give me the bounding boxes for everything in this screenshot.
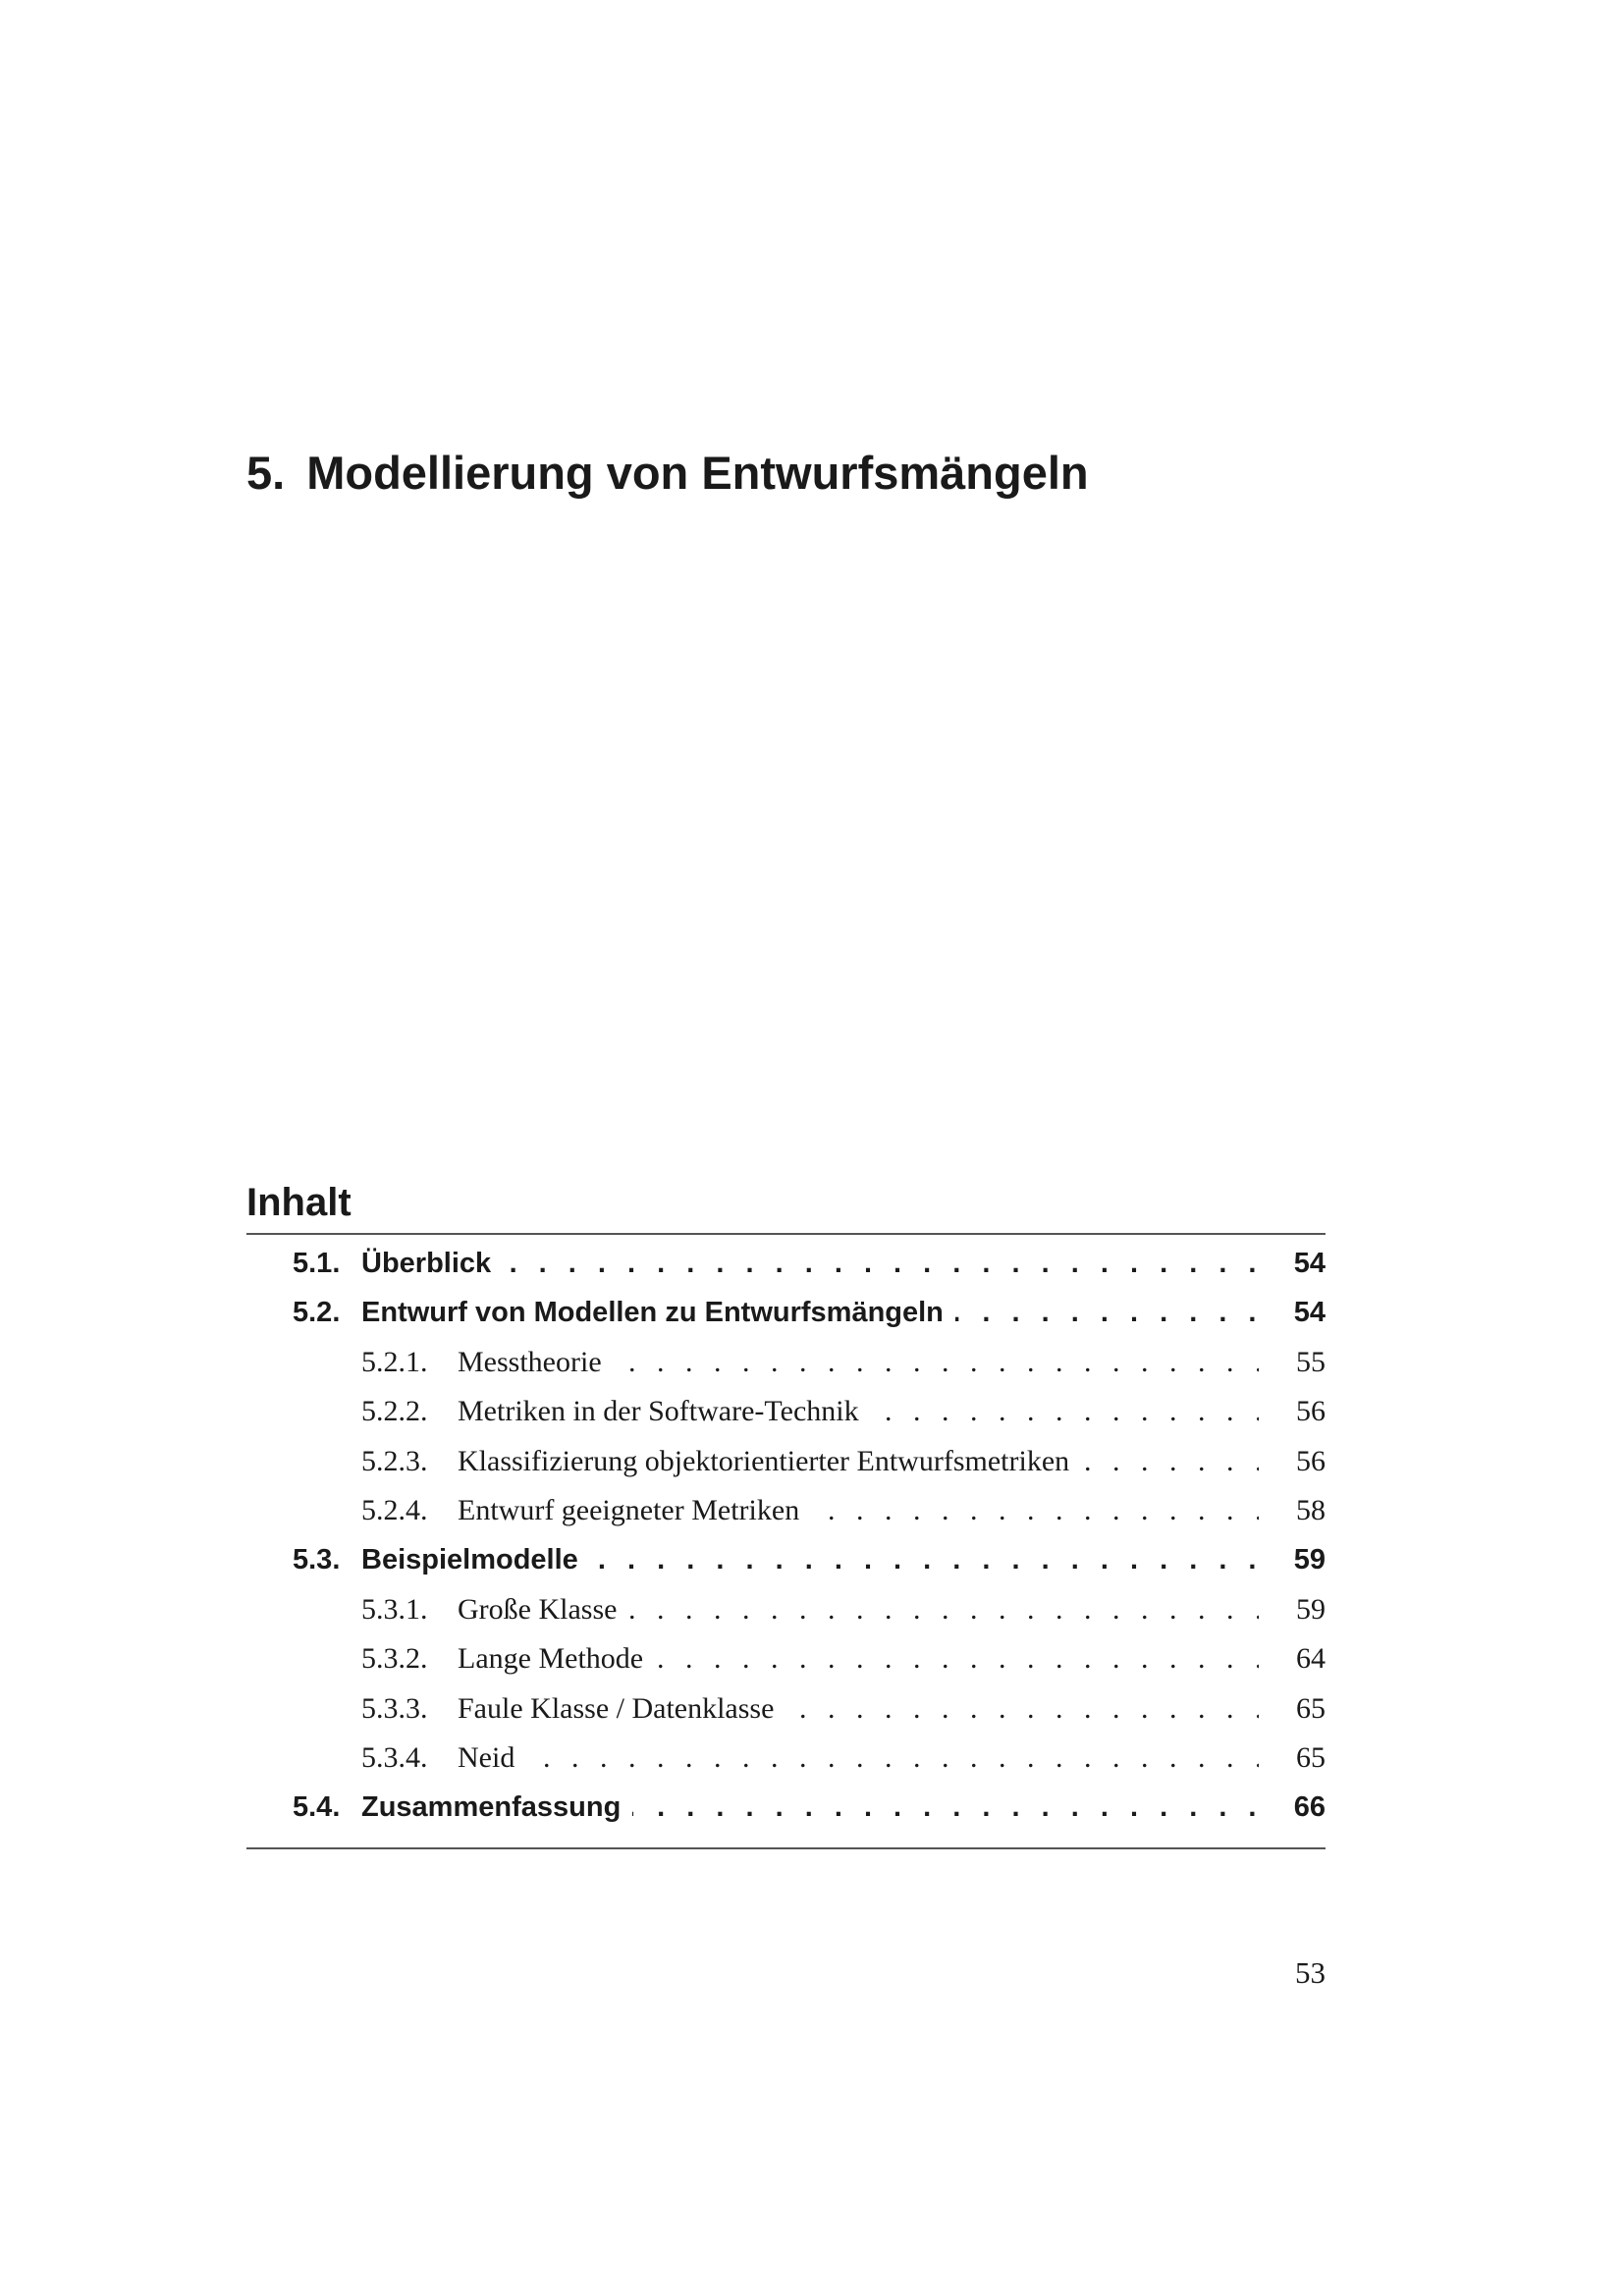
toc-entry-page: 56	[1286, 1387, 1326, 1436]
toc-entry-number: 5.4.	[293, 1791, 341, 1824]
toc-entry-title: Metriken in der Software-Technik	[458, 1387, 871, 1436]
toc-entry-page: 64	[1286, 1634, 1326, 1683]
toc-entry[interactable]	[246, 1437, 1326, 1486]
toc-entry-title: Neid	[458, 1734, 526, 1783]
toc-entry-number: 5.1.	[293, 1248, 341, 1279]
toc-entry-number: 5.3.3.	[361, 1691, 428, 1725]
toc-entry[interactable]	[246, 1535, 1326, 1584]
toc-entry-page: 56	[1286, 1437, 1326, 1486]
toc-entry-number: 5.2.4.	[361, 1493, 428, 1526]
toc-entry-number: 5.2.3.	[361, 1444, 428, 1477]
toc-entry-number: 5.2.2.	[361, 1395, 428, 1428]
chapter-number: 5.	[246, 447, 286, 499]
toc-entry-number: 5.3.1.	[361, 1592, 428, 1626]
toc-entry-page: 59	[1286, 1585, 1326, 1634]
toc-entry-title: Klassifizierung objektorientierter Entwurfsmetriken	[458, 1437, 1081, 1486]
chapter-title	[246, 444, 1089, 503]
toc-entry-page: 66	[1284, 1783, 1326, 1832]
page-number: 53	[1295, 1955, 1326, 1990]
toc-bottom-rule	[246, 1847, 1326, 1849]
toc-entry-number: 5.3.2.	[361, 1642, 428, 1676]
toc-dot-leader	[458, 1734, 1259, 1783]
toc-entry-page: 58	[1286, 1486, 1326, 1535]
toc-entry-page: 54	[1284, 1288, 1326, 1337]
toc-entry[interactable]	[246, 1634, 1326, 1683]
toc-entry-number: 5.3.	[293, 1544, 341, 1576]
toc-entry-title: Beispielmodelle	[361, 1535, 590, 1584]
toc-entry[interactable]	[246, 1288, 1326, 1337]
toc-entry-number: 5.2.	[293, 1297, 341, 1329]
toc-entry-page: 65	[1286, 1684, 1326, 1734]
toc-entry-page: 65	[1286, 1734, 1326, 1783]
toc-entry-title: Entwurf von Modellen zu Entwurfsmängeln	[361, 1288, 955, 1337]
toc-entry-number: 5.3.4.	[361, 1740, 428, 1774]
toc-entry-title: Überblick	[361, 1239, 503, 1288]
toc-entry-title: Faule Klasse / Datenklasse	[458, 1684, 785, 1734]
toc-entry-page: 54	[1284, 1239, 1326, 1288]
toc-entry[interactable]	[246, 1239, 1326, 1288]
toc-entry-title: Messtheorie	[458, 1338, 614, 1387]
toc-entry[interactable]	[246, 1734, 1326, 1783]
toc-entry-page: 59	[1284, 1535, 1326, 1584]
toc-entry-page: 55	[1286, 1338, 1326, 1387]
toc-top-rule	[246, 1233, 1326, 1235]
toc-entry-number: 5.2.1.	[361, 1345, 428, 1378]
toc-entry[interactable]	[246, 1486, 1326, 1535]
toc-entry[interactable]	[246, 1684, 1326, 1734]
toc-entry[interactable]	[246, 1585, 1326, 1634]
chapter-title-text: Modellierung von Entwurfsmängeln	[306, 447, 1089, 499]
toc-entry-title: Lange Methode	[458, 1634, 655, 1683]
toc-entry[interactable]	[246, 1783, 1326, 1832]
table-of-contents	[246, 1239, 1326, 1833]
toc-entry-title: Zusammenfassung	[361, 1783, 632, 1832]
toc-entry[interactable]	[246, 1338, 1326, 1387]
toc-heading: Inhalt	[246, 1181, 352, 1224]
toc-entry-title: Große Klasse	[458, 1585, 628, 1634]
toc-entry-title: Entwurf geeigneter Metriken	[458, 1486, 811, 1535]
toc-entry[interactable]	[246, 1387, 1326, 1436]
